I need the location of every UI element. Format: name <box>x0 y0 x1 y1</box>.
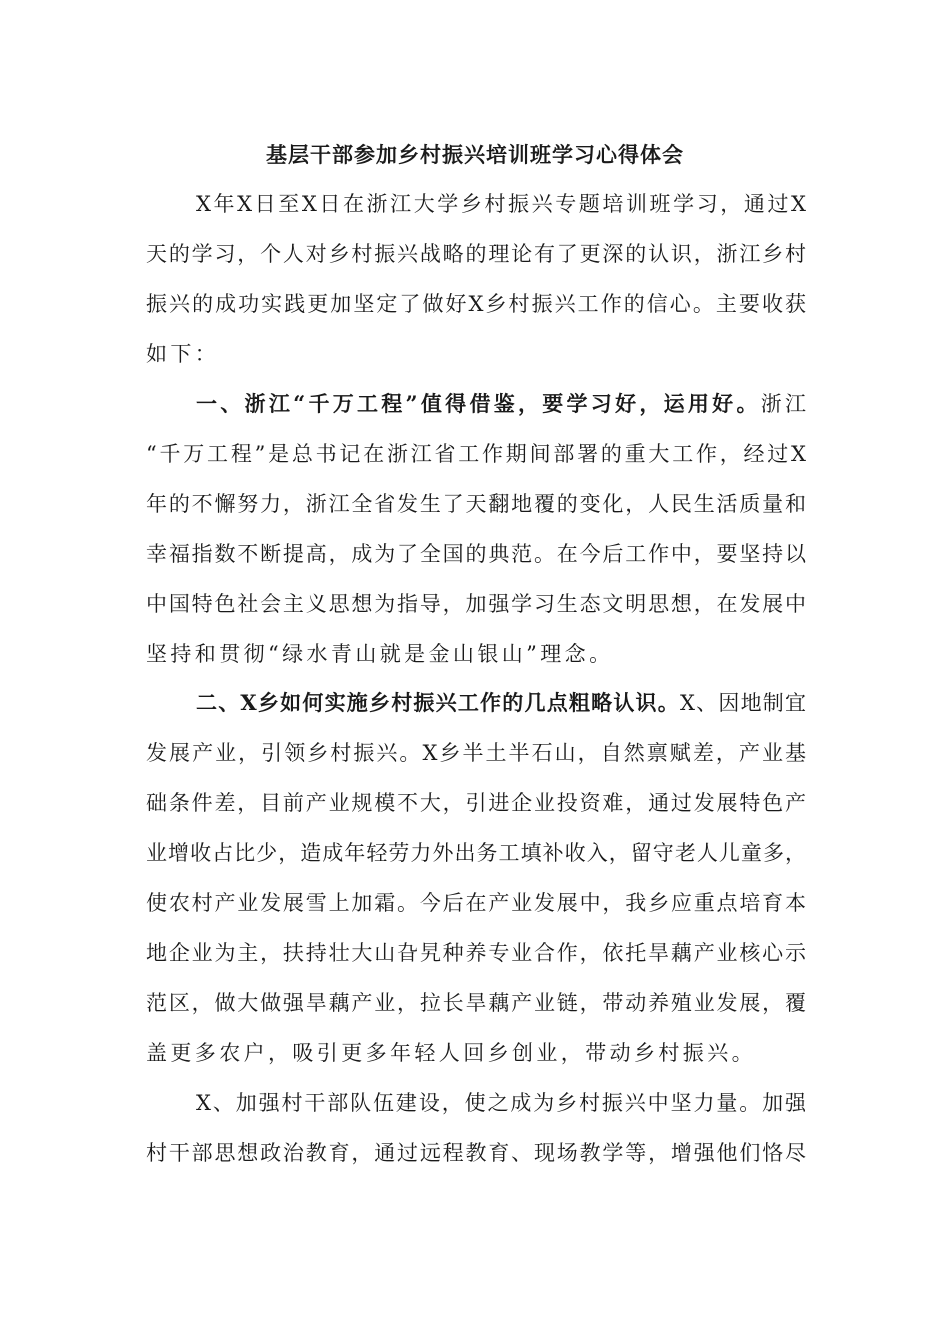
paragraph-4-line-2: 村干部思想政治教育，通过远程教育、现场教学等，增强他们恪尽 <box>146 1141 806 1165</box>
paragraph-3-line-4: 业增收占比少，造成年轻劳力外出务工填补收入，留守老人儿童多， <box>146 841 806 865</box>
paragraph-1-line-2: 天的学习，个人对乡村振兴战略的理论有了更深的认识，浙江乡村 <box>146 242 806 266</box>
paragraph-2-line-6: 坚持和贯彻“绿水青山就是金山银山”理念。 <box>146 642 614 666</box>
paragraph-3-line-3: 础条件差，目前产业规模不大，引进企业投资难，通过发展特色产 <box>146 791 806 815</box>
paragraph-1-line-3: 振兴的成功实践更加坚定了做好X乡村振兴工作的信心。主要收获 <box>146 292 806 316</box>
paragraph-3-line-2: 发展产业，引领乡村振兴。X乡半土半石山，自然禀赋差，产业基 <box>146 741 806 765</box>
paragraph-2-line-1-rest: 浙江 <box>760 392 807 416</box>
paragraph-2-line-4: 幸福指数不断提高，成为了全国的典范。在今后工作中，要坚持以 <box>146 542 806 566</box>
paragraph-3-line-1-rest: X、因地制宜 <box>679 691 806 715</box>
paragraph-1-line-1: X年X日至X日在浙江大学乡村振兴专题培训班学习，通过X <box>196 192 806 216</box>
paragraph-3-line-6: 地企业为主，扶持壮大山旮旯种养专业合作，依托旱藕产业核心示 <box>146 941 806 965</box>
section-1-heading: 一、浙江“千万工程”值得借鉴，要学习好，运用好。 <box>196 391 761 416</box>
document-title: 基层干部参加乡村振兴培训班学习心得体会 <box>266 142 684 167</box>
section-2-heading: 二、X乡如何实施乡村振兴工作的几点粗略认识。 <box>196 690 680 715</box>
paragraph-3-line-5: 使农村产业发展雪上加霜。今后在产业发展中，我乡应重点培育本 <box>146 891 806 915</box>
paragraph-2-line-1 <box>196 389 806 419</box>
paragraph-2-line-3: 年的不懈努力，浙江全省发生了天翻地覆的变化，人民生活质量和 <box>146 492 806 516</box>
paragraph-1-line-4: 如下： <box>146 342 220 366</box>
paragraph-3-line-8: 盖更多农户，吸引更多年轻人回乡创业，带动乡村振兴。 <box>146 1041 756 1065</box>
paragraph-2-line-2: “千万工程”是总书记在浙江省工作期间部署的重大工作，经过X <box>146 442 806 466</box>
paragraph-4-line-1: X、加强村干部队伍建设，使之成为乡村振兴中坚力量。加强 <box>196 1091 806 1115</box>
paragraph-2-line-5: 中国特色社会主义思想为指导，加强学习生态文明思想，在发展中 <box>146 592 806 616</box>
paragraph-3-line-7: 范区，做大做强旱藕产业，拉长旱藕产业链，带动养殖业发展，覆 <box>146 991 806 1015</box>
paragraph-3-line-1 <box>196 688 806 718</box>
